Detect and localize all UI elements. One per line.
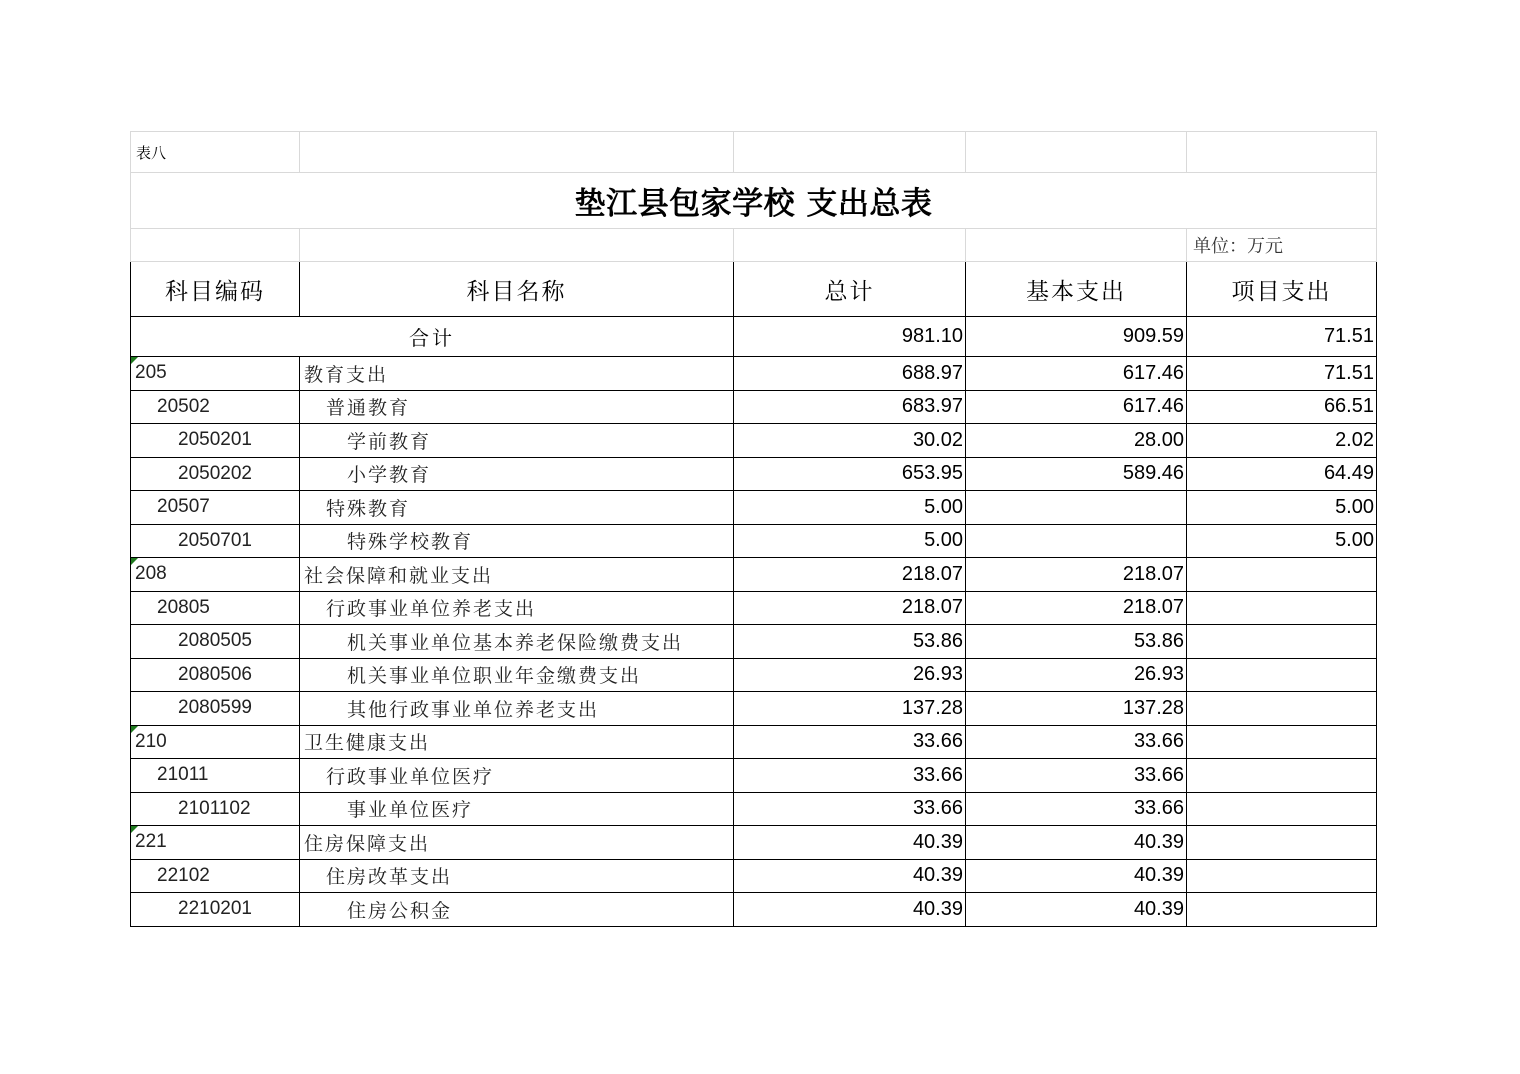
total-cell[interactable] — [734, 658, 966, 692]
total-cell[interactable] — [734, 457, 966, 491]
total-cell[interactable] — [734, 859, 966, 893]
total-cell-text: 653.95 — [901, 462, 963, 485]
project-cell[interactable] — [1187, 558, 1377, 592]
table-row — [131, 658, 1377, 692]
basic-cell[interactable] — [966, 725, 1187, 759]
header-code[interactable]: 科目编码 — [131, 262, 300, 317]
total-cell[interactable] — [734, 625, 966, 659]
basic-cell-text: 33.66 — [1133, 730, 1184, 753]
project-cell[interactable] — [1187, 491, 1377, 525]
table-title[interactable]: 垫江县包家学校 支出总表 — [131, 173, 1377, 229]
code-cell-text: 210 — [135, 730, 167, 752]
name-cell[interactable] — [300, 390, 734, 424]
table-row — [131, 859, 1377, 893]
sheet-label-row — [131, 132, 1377, 173]
name-cell-text: 机关事业单位基本养老保险缴费支出 — [347, 631, 684, 654]
name-cell[interactable] — [300, 759, 734, 793]
basic-cell[interactable] — [966, 524, 1187, 558]
name-cell-text: 普通教育 — [326, 397, 411, 420]
name-cell-text: 特殊教育 — [326, 497, 411, 520]
total-cell-text: 26.93 — [912, 663, 963, 686]
name-cell[interactable] — [300, 357, 734, 391]
unit-label[interactable]: 单位：万元 — [1187, 229, 1377, 262]
total-cell-text: 688.97 — [901, 361, 963, 384]
empty-cell[interactable] — [131, 229, 300, 262]
table-row — [131, 625, 1377, 659]
project-cell[interactable] — [1187, 390, 1377, 424]
code-cell[interactable] — [131, 591, 300, 625]
total-cell[interactable] — [734, 390, 966, 424]
code-cell-text: 208 — [135, 563, 167, 585]
basic-cell-text: 53.86 — [1133, 629, 1184, 652]
name-cell-text: 行政事业单位医疗 — [326, 765, 495, 788]
code-cell[interactable] — [131, 424, 300, 458]
project-cell[interactable] — [1187, 692, 1377, 726]
empty-cell[interactable] — [300, 132, 734, 173]
name-cell[interactable] — [300, 591, 734, 625]
name-cell-text: 小学教育 — [347, 464, 432, 487]
basic-cell[interactable] — [966, 759, 1187, 793]
project-cell-text: 71.51 — [1323, 361, 1374, 384]
total-cell-text: 33.66 — [912, 763, 963, 786]
basic-cell-text: 26.93 — [1133, 663, 1184, 686]
project-cell-text: 5.00 — [1335, 495, 1374, 518]
name-cell-text: 行政事业单位养老支出 — [326, 598, 537, 621]
code-cell[interactable] — [131, 491, 300, 525]
basic-cell[interactable] — [966, 424, 1187, 458]
basic-cell-text: 218.07 — [1122, 596, 1184, 619]
name-cell[interactable] — [300, 692, 734, 726]
name-cell-text: 社会保障和就业支出 — [304, 564, 494, 587]
project-cell[interactable] — [1187, 725, 1377, 759]
table-row — [131, 424, 1377, 458]
basic-cell[interactable] — [966, 826, 1187, 860]
basic-cell-text: 33.66 — [1133, 797, 1184, 820]
header-row — [131, 262, 1377, 317]
code-cell[interactable] — [131, 658, 300, 692]
total-cell[interactable] — [734, 591, 966, 625]
table-row — [131, 759, 1377, 793]
total-cell[interactable] — [734, 524, 966, 558]
table-row — [131, 692, 1377, 726]
code-cell-text: 2080506 — [178, 663, 252, 685]
empty-cell[interactable] — [1187, 132, 1377, 173]
basic-cell-text: 617.46 — [1122, 395, 1184, 418]
unit-row — [131, 229, 1377, 262]
empty-cell[interactable] — [734, 132, 966, 173]
code-cell-text: 22102 — [157, 864, 210, 886]
project-cell[interactable] — [1187, 658, 1377, 692]
name-cell[interactable] — [300, 424, 734, 458]
project-cell[interactable] — [1187, 457, 1377, 491]
code-cell[interactable] — [131, 725, 300, 759]
total-cell[interactable] — [734, 558, 966, 592]
total-cell[interactable] — [734, 357, 966, 391]
basic-cell[interactable] — [966, 457, 1187, 491]
name-cell-text: 特殊学校教育 — [347, 531, 474, 554]
header-basic[interactable]: 基本支出 — [966, 262, 1187, 317]
code-cell[interactable] — [131, 893, 300, 927]
basic-cell[interactable] — [966, 591, 1187, 625]
code-cell[interactable] — [131, 792, 300, 826]
name-cell-text: 住房改革支出 — [326, 866, 453, 889]
total-cell-text: 30.02 — [912, 428, 963, 451]
name-cell[interactable] — [300, 558, 734, 592]
total-cell-text: 53.86 — [912, 629, 963, 652]
empty-cell[interactable] — [734, 229, 966, 262]
total-cell-text: 218.07 — [901, 596, 963, 619]
table-row — [131, 558, 1377, 592]
total-label[interactable]: 合计 — [131, 317, 734, 357]
table-row — [131, 457, 1377, 491]
empty-cell[interactable] — [966, 229, 1187, 262]
spreadsheet — [130, 131, 1377, 927]
title-row — [131, 173, 1377, 229]
empty-cell[interactable] — [300, 229, 734, 262]
total-cell[interactable] — [734, 424, 966, 458]
basic-cell-text: 40.39 — [1133, 830, 1184, 853]
name-cell-text: 住房公积金 — [347, 899, 453, 922]
name-cell[interactable] — [300, 859, 734, 893]
basic-cell[interactable] — [966, 491, 1187, 525]
code-cell-text: 2050201 — [178, 429, 252, 451]
total-cell-text: 5.00 — [924, 529, 963, 552]
name-cell[interactable] — [300, 893, 734, 927]
total-project[interactable]: 71.51 — [1187, 317, 1377, 357]
code-cell-text: 20805 — [157, 596, 210, 618]
code-cell-text: 2080599 — [178, 697, 252, 719]
project-cell[interactable] — [1187, 591, 1377, 625]
basic-cell[interactable] — [966, 893, 1187, 927]
code-cell[interactable] — [131, 390, 300, 424]
total-cell-text: 218.07 — [901, 562, 963, 585]
basic-cell[interactable] — [966, 390, 1187, 424]
empty-cell[interactable] — [966, 132, 1187, 173]
code-cell-text: 2101102 — [178, 797, 251, 819]
basic-cell-text: 40.39 — [1133, 864, 1184, 887]
project-cell[interactable] — [1187, 826, 1377, 860]
code-cell-text: 20507 — [157, 496, 210, 518]
code-cell-text: 2050701 — [178, 529, 252, 551]
code-cell-text: 2210201 — [178, 898, 252, 920]
basic-cell-text: 33.66 — [1133, 763, 1184, 786]
project-cell[interactable] — [1187, 759, 1377, 793]
project-cell[interactable] — [1187, 424, 1377, 458]
table-row — [131, 725, 1377, 759]
total-row — [131, 317, 1377, 357]
header-name[interactable]: 科目名称 — [300, 262, 734, 317]
total-cell-text: 5.00 — [924, 495, 963, 518]
basic-cell-text: 617.46 — [1122, 361, 1184, 384]
code-cell[interactable] — [131, 859, 300, 893]
cell-flag-icon — [131, 357, 138, 364]
code-cell[interactable] — [131, 692, 300, 726]
cell-flag-icon — [131, 726, 138, 733]
basic-cell[interactable] — [966, 792, 1187, 826]
name-cell[interactable] — [300, 457, 734, 491]
name-cell-text: 教育支出 — [304, 363, 389, 386]
total-cell[interactable] — [734, 893, 966, 927]
code-cell-text: 2050202 — [178, 462, 252, 484]
code-cell-text: 2080505 — [178, 630, 252, 652]
basic-cell-text: 137.28 — [1122, 696, 1184, 719]
project-cell-text: 66.51 — [1323, 395, 1374, 418]
project-cell[interactable] — [1187, 859, 1377, 893]
name-cell-text: 住房保障支出 — [304, 832, 431, 855]
total-cell-text: 40.39 — [912, 897, 963, 920]
project-cell-text: 64.49 — [1323, 462, 1374, 485]
total-cell[interactable] — [734, 792, 966, 826]
name-cell-text: 学前教育 — [347, 430, 432, 453]
table-row — [131, 390, 1377, 424]
header-total[interactable]: 总计 — [734, 262, 966, 317]
basic-cell-text: 28.00 — [1133, 428, 1184, 451]
table-row — [131, 893, 1377, 927]
basic-cell[interactable] — [966, 692, 1187, 726]
table-row — [131, 357, 1377, 391]
code-cell[interactable] — [131, 357, 300, 391]
name-cell[interactable] — [300, 524, 734, 558]
code-cell-text: 205 — [135, 362, 167, 384]
total-cell-text: 137.28 — [901, 696, 963, 719]
table-row — [131, 491, 1377, 525]
project-cell-text: 5.00 — [1335, 529, 1374, 552]
project-cell-text: 2.02 — [1335, 428, 1374, 451]
code-cell[interactable] — [131, 558, 300, 592]
name-cell[interactable] — [300, 491, 734, 525]
project-cell[interactable] — [1187, 893, 1377, 927]
code-cell[interactable] — [131, 457, 300, 491]
total-cell[interactable] — [734, 692, 966, 726]
code-cell[interactable] — [131, 826, 300, 860]
project-cell[interactable] — [1187, 792, 1377, 826]
code-cell-text: 20502 — [157, 395, 210, 417]
total-cell[interactable] — [734, 491, 966, 525]
project-cell[interactable] — [1187, 357, 1377, 391]
total-cell[interactable] — [734, 725, 966, 759]
table-row — [131, 826, 1377, 860]
cell-flag-icon — [131, 558, 138, 565]
name-cell-text: 卫生健康支出 — [304, 732, 431, 755]
basic-cell[interactable] — [966, 357, 1187, 391]
name-cell[interactable] — [300, 725, 734, 759]
name-cell-text: 事业单位医疗 — [347, 799, 474, 822]
total-cell-text: 40.39 — [912, 864, 963, 887]
basic-cell[interactable] — [966, 658, 1187, 692]
name-cell-text: 机关事业单位职业年金缴费支出 — [347, 665, 642, 688]
name-cell[interactable] — [300, 826, 734, 860]
project-cell[interactable] — [1187, 524, 1377, 558]
basic-cell-text: 40.39 — [1133, 897, 1184, 920]
name-cell[interactable] — [300, 658, 734, 692]
basic-cell[interactable] — [966, 558, 1187, 592]
cell-flag-icon — [131, 826, 138, 833]
basic-cell-text: 589.46 — [1122, 462, 1184, 485]
header-project[interactable]: 项目支出 — [1187, 262, 1377, 317]
project-cell[interactable] — [1187, 625, 1377, 659]
name-cell[interactable] — [300, 625, 734, 659]
total-basic[interactable]: 909.59 — [966, 317, 1187, 357]
total-value[interactable]: 981.10 — [734, 317, 966, 357]
table-row — [131, 591, 1377, 625]
sheet-label[interactable]: 表八 — [131, 132, 300, 173]
total-cell-text: 33.66 — [912, 730, 963, 753]
name-cell[interactable] — [300, 792, 734, 826]
total-cell-text: 40.39 — [912, 830, 963, 853]
code-cell-text: 21011 — [157, 764, 209, 786]
table-row — [131, 524, 1377, 558]
basic-cell[interactable] — [966, 625, 1187, 659]
basic-cell[interactable] — [966, 859, 1187, 893]
basic-cell-text: 218.07 — [1122, 562, 1184, 585]
table-row — [131, 792, 1377, 826]
code-cell[interactable] — [131, 625, 300, 659]
total-cell-text: 683.97 — [901, 395, 963, 418]
expenditure-table — [130, 131, 1377, 927]
total-cell[interactable] — [734, 826, 966, 860]
code-cell[interactable] — [131, 524, 300, 558]
total-cell-text: 33.66 — [912, 797, 963, 820]
code-cell-text: 221 — [135, 831, 167, 853]
code-cell[interactable] — [131, 759, 300, 793]
total-cell[interactable] — [734, 759, 966, 793]
name-cell-text: 其他行政事业单位养老支出 — [347, 698, 600, 721]
